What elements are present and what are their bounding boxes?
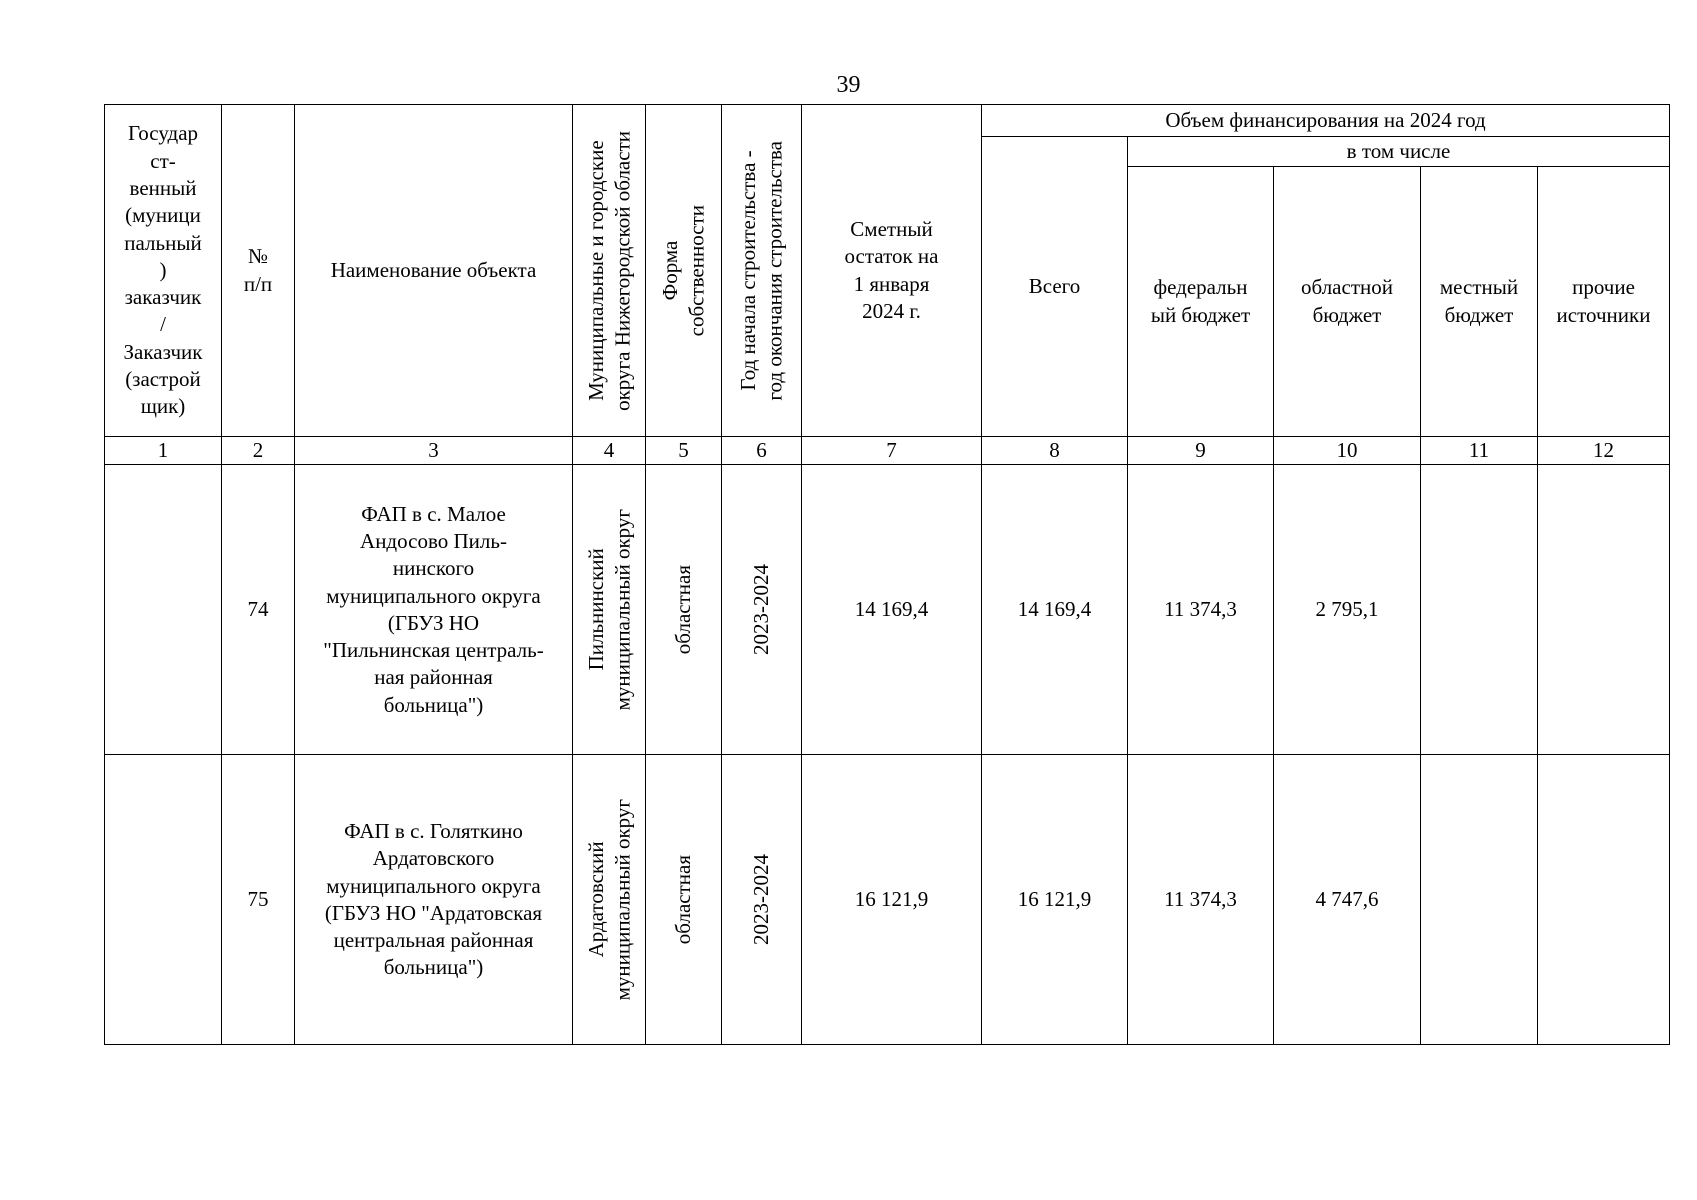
header-federal: федеральн ый бюджет (1128, 167, 1274, 437)
cell-ownership (646, 755, 722, 1045)
table-row (105, 465, 1670, 755)
header-including: в том числе (1128, 137, 1670, 167)
cell-local (1421, 755, 1538, 1045)
cell-years (722, 755, 802, 1045)
cell-years (722, 465, 802, 755)
column-number: 7 (802, 437, 982, 465)
cell-customer (105, 465, 222, 755)
header-district-text: Муниципальные и городские округа Нижегородской области (583, 130, 634, 411)
header-funding-group: Объем финансирования на 2024 год (982, 105, 1670, 137)
header-ownership (646, 105, 722, 437)
cell-local (1421, 465, 1538, 755)
column-number: 1 (105, 437, 222, 465)
cell-number: 75 (222, 755, 295, 1045)
column-number: 6 (722, 437, 802, 465)
cell-customer (105, 755, 222, 1045)
cell-ownership-text: областная (671, 855, 696, 945)
financing-table (104, 104, 1670, 1045)
header-estimate: Сметный остаток на 1 января 2024 г. (802, 105, 982, 437)
column-number: 5 (646, 437, 722, 465)
header-local: местный бюджет (1421, 167, 1538, 437)
cell-total: 16 121,9 (982, 755, 1128, 1045)
header-years (722, 105, 802, 437)
cell-number: 74 (222, 465, 295, 755)
cell-estimate: 16 121,9 (802, 755, 982, 1045)
header-total: Всего (982, 137, 1128, 437)
header-ownership-text: Форма собственности (658, 204, 709, 337)
column-number: 9 (1128, 437, 1274, 465)
table-row (105, 755, 1670, 1045)
column-number: 12 (1538, 437, 1670, 465)
cell-federal: 11 374,3 (1128, 755, 1274, 1045)
header-object-name: Наименование объекта (295, 105, 573, 437)
column-number: 4 (573, 437, 646, 465)
header-number: № п/п (222, 105, 295, 437)
header-customer: Государ ст- венный (муници пальный ) заказчик / Заказчик (застрой щик) (105, 105, 222, 437)
cell-district (573, 465, 646, 755)
cell-total: 14 169,4 (982, 465, 1128, 755)
column-number-row (105, 437, 1670, 465)
column-number: 8 (982, 437, 1128, 465)
cell-estimate: 14 169,4 (802, 465, 982, 755)
cell-object-name: ФАП в с. Голяткино Ардатовского муниципального округа (ГБУЗ НО "Ардатовская центральная районная больница") (295, 755, 573, 1045)
column-number: 2 (222, 437, 295, 465)
cell-regional: 2 795,1 (1274, 465, 1421, 755)
cell-object-name: ФАП в с. Малое Андосово Пиль- нинского муниципального округа (ГБУЗ НО "Пильнинская централь- ная районная больница") (295, 465, 573, 755)
cell-ownership-text: областная (671, 565, 696, 655)
header-other: прочие источники (1538, 167, 1670, 437)
cell-federal: 11 374,3 (1128, 465, 1274, 755)
page-number: 39 (836, 72, 861, 98)
column-number: 11 (1421, 437, 1538, 465)
header-years-text: Год начала строительства - год окончания строительства (736, 140, 787, 401)
cell-district-text: Пильнинский муниципальный округ (583, 509, 634, 711)
header-district (573, 105, 646, 437)
cell-other (1538, 755, 1670, 1045)
cell-district-text: Ардатовский муниципальный округ (583, 799, 634, 1001)
cell-district (573, 755, 646, 1045)
column-number: 10 (1274, 437, 1421, 465)
header-regional: областной бюджет (1274, 167, 1421, 437)
cell-years-text: 2023-2024 (749, 564, 774, 656)
column-number: 3 (295, 437, 573, 465)
cell-regional: 4 747,6 (1274, 755, 1421, 1045)
cell-years-text: 2023-2024 (749, 854, 774, 946)
cell-ownership (646, 465, 722, 755)
cell-other (1538, 465, 1670, 755)
